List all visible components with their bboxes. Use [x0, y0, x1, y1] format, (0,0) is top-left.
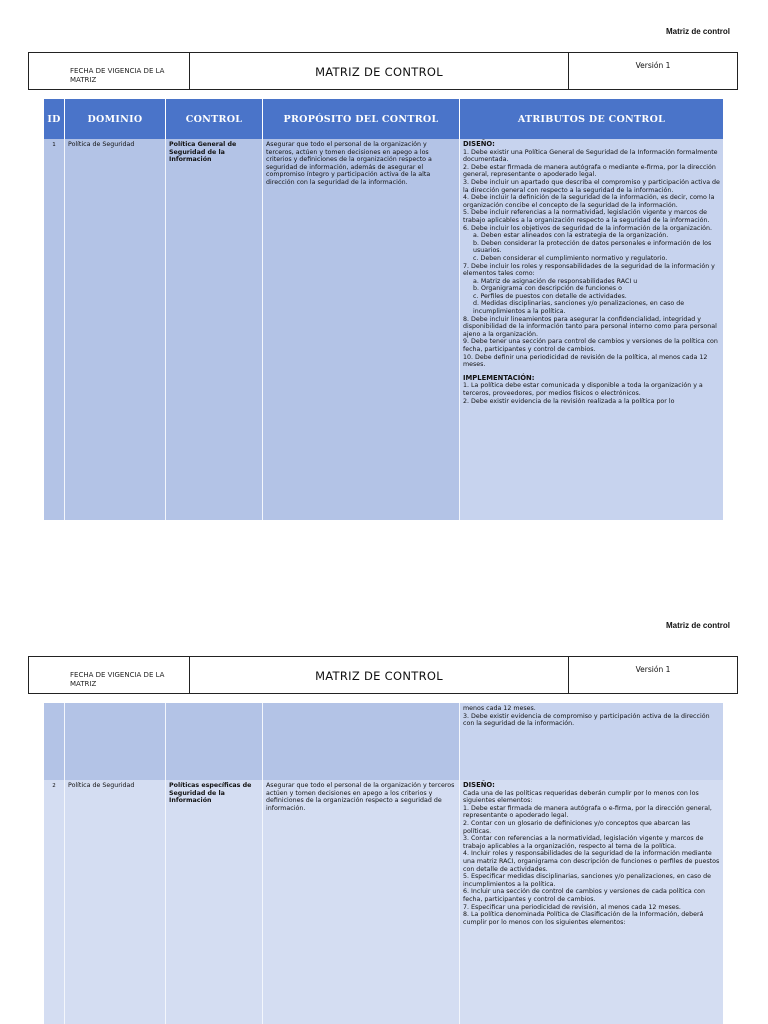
attr-item: 9. Debe tener una sección para control de cambios y versiones de la política con fecha, participantes y control de cambios. — [463, 338, 718, 354]
row-proposito: Asegurar que todo el personal de la organización y terceros actúen y tomen decisiones en apego a los criterios y definiciones de la organización respecto a seguridad de información. — [263, 780, 460, 1024]
attr-item: 8. Debe incluir lineamientos para asegurar la confidencialidad, integridad y disponibilidad de la información tanto para personal interno como para personal ajeno a la organización. — [463, 315, 717, 338]
attr-item: 4. Incluir roles y responsabilidades de la seguridad de la información mediante una matriz RACI, organigrama con descripción de funciones o perfiles de puestos con detalle de actividades. — [463, 850, 720, 873]
row-atributos — [460, 703, 723, 780]
attr-subitem: c. Deben considerar el cumplimiento normativo y regulatorio. — [473, 254, 668, 262]
attr-subitem: b. Deben considerar la protección de datos personales e información de los usuarios. — [473, 239, 712, 255]
table-row-continued — [44, 703, 723, 780]
page-header-title: Matriz de control — [665, 621, 730, 630]
row-control: Políticas específicas de Seguridad de la Información — [166, 780, 263, 1024]
col-header-control: CONTROL — [166, 99, 263, 139]
attr-item: 6. Debe incluir los objetivos de seguridad de la información de la organización. — [463, 224, 712, 232]
attr-item: Cada una de las políticas requeridas deberán cumplir por lo menos con los siguientes elementos: — [463, 789, 699, 805]
attr-item: 1. Debe existir una Política General de Seguridad de la Información formalmente documentada. — [463, 148, 718, 164]
row-control: Política General de Seguridad de la Información — [166, 139, 263, 520]
version-label: Versión 1 — [635, 61, 671, 70]
row-atributos — [460, 139, 723, 520]
attr-item: 3. Debe incluir un apartado que describa el compromiso y participación activa de la dirección general con respecto a la seguridad de la información. — [463, 178, 720, 194]
attr-subitem: b. Organigrama con descripción de funciones o — [473, 285, 622, 293]
row-dominio — [65, 703, 166, 780]
control-matrix-table — [44, 99, 723, 520]
document-header-box — [28, 656, 738, 694]
attr-item: 4. Debe incluir la definición de la seguridad de la información, es decir, como la organización concibe el concepto de la seguridad de la información. — [463, 194, 715, 209]
document-title: MATRIZ DE CONTROL — [190, 53, 569, 89]
attr-item: 6. Incluir una sección de control de cambios y versiones de cada política con fecha, participantes y control de cambios. — [463, 888, 706, 903]
attr-item: 2. Debe estar firmada de manera autógrafa o mediante e-firma, por la dirección general, representante o apoderado legal. — [463, 163, 716, 179]
document-header-box — [28, 52, 738, 90]
table-row — [44, 139, 723, 520]
attr-item: 10. Debe definir una periodicidad de revisión de la política, al menos cada 12 meses. — [463, 353, 708, 369]
fecha-vigencia-label: FECHA DE VIGENCIA DE LA MATRIZ — [29, 53, 190, 89]
row-id — [44, 703, 65, 780]
row-proposito: Asegurar que todo el personal de la organización y terceros, actúen y tomen decisiones en apego a los criterios y definiciones de la organización respecto a seguridad de información, además de asegurar el compromiso íntegro y participación activa de la alta dirección con la seguridad de la información. — [263, 139, 460, 520]
attr-subitem: c. Perfiles de puestos con detalle de actividades. — [473, 292, 627, 300]
attr-item: 2. Debe existir evidencia de la revisión realizada a la política por lo — [463, 397, 675, 405]
row-dominio: Política de Seguridad — [65, 139, 166, 520]
col-header-atributos: ATRIBUTOS DE CONTROL — [517, 113, 666, 125]
attr-item: 5. Especificar medidas disciplinarias, sanciones y/o penalizaciones, en caso de incumplimientos a la política. — [463, 873, 712, 888]
col-header-proposito: PROPÓSITO DEL CONTROL — [263, 99, 460, 139]
col-header-dominio: DOMINIO — [65, 99, 166, 139]
row-dominio: Política de Seguridad — [65, 780, 166, 1024]
document-title: MATRIZ DE CONTROL — [190, 657, 569, 693]
row-id: 2 — [44, 780, 65, 1024]
table-row — [44, 780, 723, 1024]
attr-subitem: a. Deben estar alineados con la estrategia de la organización. — [473, 232, 669, 240]
attr-item: 5. Debe incluir referencias a la normatividad, legislación vigente y marcos de trabajo aplicables a la organización respecto a la seguridad de la información. — [463, 209, 710, 224]
attr-item: 2. Contar con un glosario de definiciones y/o conceptos que abarcan las políticas. — [463, 819, 691, 835]
attr-item: 3. Contar con referencias a la normatividad, legislación vigente y marcos de trabajo aplicables a la organización, respecto al tema de la política. — [463, 835, 704, 850]
row-control — [166, 703, 263, 780]
col-header-id: ID — [44, 99, 65, 139]
row-id: 1 — [44, 139, 65, 520]
attr-subitem: d. Medidas disciplinarias, sanciones y/o penalizaciones, en caso de incumplimientos a la política. — [473, 300, 685, 316]
implementacion-heading: IMPLEMENTACIÓN: — [463, 373, 535, 382]
attr-item: 7. Especificar una periodicidad de revisión, al menos cada 12 meses. — [463, 903, 681, 911]
attr-item: menos cada 12 meses. — [463, 705, 536, 712]
version-label: Versión 1 — [635, 665, 671, 674]
attr-item: 7. Debe incluir los roles y responsabilidades de la seguridad de la información y elementos tales como: — [463, 262, 715, 278]
attr-item: 3. Debe existir evidencia de compromiso y participación activa de la dirección con la seguridad de la información. — [463, 712, 710, 728]
row-atributos — [460, 780, 723, 1024]
row-proposito — [263, 703, 460, 780]
attr-subitem: a. Matriz de asignación de responsabilidades RACI u — [473, 277, 638, 285]
attr-item: 8. La política denominada Política de Clasificación de la Información, deberá cumplir por lo menos con los siguientes elementos: — [463, 911, 704, 926]
table-header — [44, 99, 723, 139]
fecha-vigencia-label: FECHA DE VIGENCIA DE LA MATRIZ — [29, 657, 190, 693]
attr-item: 1. Debe estar firmada de manera autógrafa o e-firma, por la dirección general, representante o apoderado legal. — [463, 804, 712, 820]
diseno-heading: DISEÑO: — [463, 140, 495, 148]
control-matrix-table — [44, 703, 723, 1024]
diseno-heading: DISEÑO: — [463, 781, 495, 789]
page-header-title: Matriz de control — [665, 27, 730, 36]
attr-item: 1. La política debe estar comunicada y disponible a toda la organización y a terceros, proveedores, por medios físicos o electrónicos. — [463, 382, 703, 397]
